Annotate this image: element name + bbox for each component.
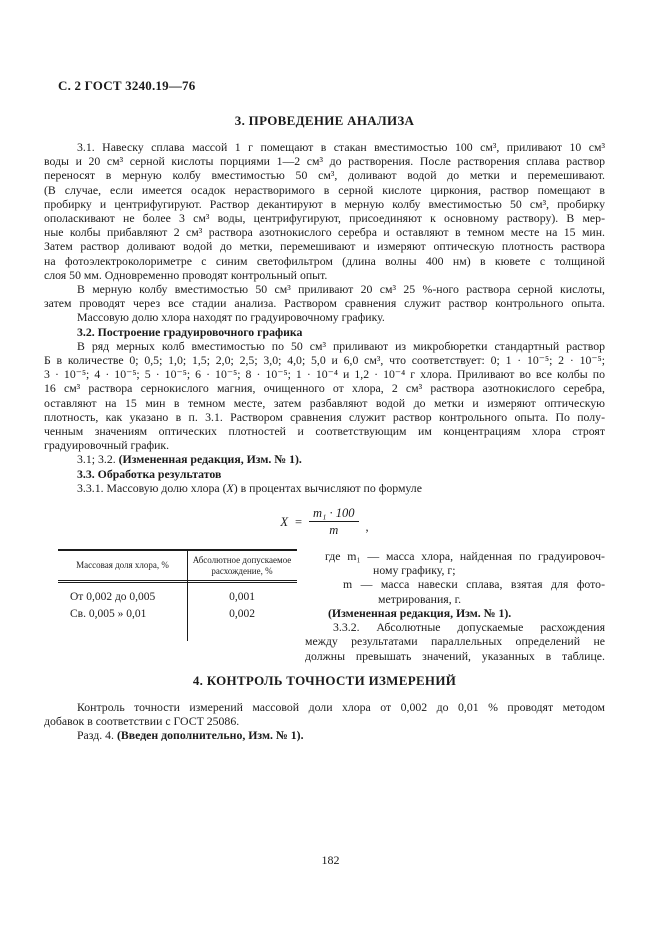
table-row <box>58 588 297 605</box>
text-line: затем проводят через все стадии анализа. Раствором сравнения служит раствор контрольного опыта. <box>44 296 605 311</box>
clause-3-3-1-pre: 3.3.1. Массовую долю хлора ( <box>77 480 227 495</box>
text-line: добавок в соответствии с ГОСТ 25086. <box>44 713 240 728</box>
where-notes-column <box>305 549 605 663</box>
text-line: градуировочный график. <box>44 438 170 453</box>
text-line: переносят в мерную колбу вместимостью 50 см³, доливают водой до метки и перемешивают. <box>44 168 605 183</box>
table-column <box>44 549 297 663</box>
amendment-bold-text: (Измененная редакция, Изм. № 1). <box>118 452 302 467</box>
paragraph-3-1 <box>44 140 605 282</box>
formula-lhs: X <box>280 514 288 529</box>
formula-comma: , <box>365 520 369 535</box>
text-line: слоя 50 мм. Одновременно проводят контрольный опыт. <box>44 267 328 282</box>
razd-4-note <box>44 728 605 742</box>
text-line: ополаскивают не более 3 см³ воды, центрифугируют, присоединяют к основному раствору). В мер- <box>44 211 605 226</box>
text-line: плотность, как указано в п. 3.1. Раствором сравнения служит раствор контрольного опыта. По полу- <box>44 409 605 424</box>
table-row <box>58 605 297 622</box>
paragraph-mass-fraction <box>44 310 605 324</box>
table-cell-value: 0,002 <box>229 607 255 620</box>
text-line: (В случае, если имеется осадок нерастворимого в серной кислоте циркония, раствор помещают в <box>44 182 605 197</box>
paragraph-3-2 <box>44 339 605 453</box>
heading-3-3: 3.3. Обработка результатов <box>77 466 222 481</box>
text-line: где m₁ — масса хлора, найденная по градуировоч- <box>325 549 605 564</box>
table-cell-range: От 0,002 до 0,005 <box>70 590 156 603</box>
table-cell-value: 0,001 <box>229 590 255 603</box>
table-cell-range: Св. 0,005 » 0,01 <box>70 607 147 620</box>
formula-denominator: m <box>329 523 339 538</box>
clause-3-3-1-variable: X <box>226 480 234 495</box>
formula-mass-fraction <box>44 506 605 537</box>
text-line: должны превышать значений, указанных в таблице. <box>305 648 605 663</box>
text-line: 16 см³ раствора сернокислого магния, очищенного от хлора, 2 см³ раствора азотнокислого серебра, <box>44 381 605 396</box>
clause-3-3-1-post: ) в процентах вычисляют по формуле <box>233 480 422 495</box>
text-line: на фотоэлектроколориметре с синим светофильтром (длина волны 400 нм) в кювете с толщиной <box>44 253 605 268</box>
text-line: ченным значениям оптических плотностей и соответствующим им концентрациям хлора строят <box>44 424 605 439</box>
text-line: 3.1. Навеску сплава массой 1 г помещают в стакан вместимостью 100 см³, приливают 10 см³ <box>77 140 605 154</box>
running-header: С. 2 ГОСТ 3240.19—76 <box>58 78 196 93</box>
text-line: m — масса навески сплава, взятая для фото- <box>343 577 605 592</box>
text-line: 3 · 10⁻⁵; 4 · 10⁻⁵; 5 · 10⁻⁵; 6 · 10⁻⁵; 8 · 10⁻⁵; 1 · 10⁻⁴ и 1,2 · 10⁻⁴ г хлора. Приливают во все колбы по <box>44 367 605 382</box>
text-line: Контроль точности измерений массовой доли хлора от 0,002 до 0,01 % проводят методом <box>77 699 605 714</box>
amendment-prefix: 3.1; 3.2. <box>77 452 119 467</box>
razd-4-bold-text: (Введен дополнительно, Изм. № 1). <box>116 728 304 743</box>
text-line: ные колбы прибавляют 2 см³ раствора азотнокислого серебра и оставляют в темном месте на 15 мин. <box>44 225 605 240</box>
text-line: В ряд мерных колб вместимостью по 50 см³ приливают из микробюретки стандартный раствор <box>77 338 605 353</box>
table-header-tolerance: Абсолютное допускаемое расхождение, % <box>192 555 292 576</box>
text-line: оставляют на 15 мин в темном месте, затем разбавляют водой до метки и измеряют оптическую <box>44 395 605 410</box>
table-body <box>58 583 297 628</box>
table-header-mass-fraction: Массовая доля хлора, % <box>76 560 169 571</box>
text-line: Затем раствор доливают водой до метки, перемешивают и измеряют оптическую плотность раствора <box>44 239 605 254</box>
amendment-note-3-1-3-2 <box>44 452 605 466</box>
page-number: 182 <box>321 853 340 867</box>
text-line: пробирку и центрифугируют. Раствор декантируют в мерную колбу вместимостью 50 см³, пробирку <box>44 196 605 211</box>
table-and-notes-section <box>44 549 605 663</box>
text-line: между результатами параллельных определений не <box>305 634 605 649</box>
page-content <box>0 78 661 742</box>
clause-3-3-1 <box>44 481 605 495</box>
formula-numerator: m₁ · 100 <box>309 506 359 522</box>
text-line: Массовую долю хлора находят по градуировочному графику. <box>77 310 385 325</box>
paragraph-solution <box>44 282 605 310</box>
razd-4-prefix: Разд. 4. <box>77 728 117 743</box>
text-line: ному графику, г; <box>373 563 456 578</box>
formula-equals-sign: = <box>294 514 303 529</box>
section-4-title: 4. КОНТРОЛЬ ТОЧНОСТИ ИЗМЕРЕНИЙ <box>192 672 457 688</box>
text-line: метрирования, г. <box>378 591 462 606</box>
text-line: В мерную колбу вместимостью 50 см³ приливают 20 см³ 25 %-ного раствора серной кислоты, <box>77 282 605 297</box>
table-header-row <box>58 551 297 583</box>
text-line: воды и 20 см³ серной кислоты порциями 1—2 см³ до растворения. После растворения сплава раствор <box>44 154 605 169</box>
text-line: (Измененная редакция, Изм. № 1). <box>328 605 512 620</box>
text-line: 3.3.2. Абсолютные допускаемые расхождения <box>333 620 605 635</box>
tolerance-table <box>58 549 297 628</box>
formula-fraction <box>309 506 359 537</box>
text-line: Б в количестве 0; 0,5; 1,0; 1,5; 2,0; 2,5; 3,0; 4,0; 5,0 и 6,0 см³, что соответствует: 0; 1 · 10⁻⁵; 2 · 10⁻⁵; <box>44 353 605 368</box>
heading-3-2: 3.2. Построение градуировочного графика <box>77 324 303 339</box>
paragraph-4 <box>44 700 605 728</box>
section-3-title: 3. ПРОВЕДЕНИЕ АНАЛИЗА <box>234 113 415 128</box>
